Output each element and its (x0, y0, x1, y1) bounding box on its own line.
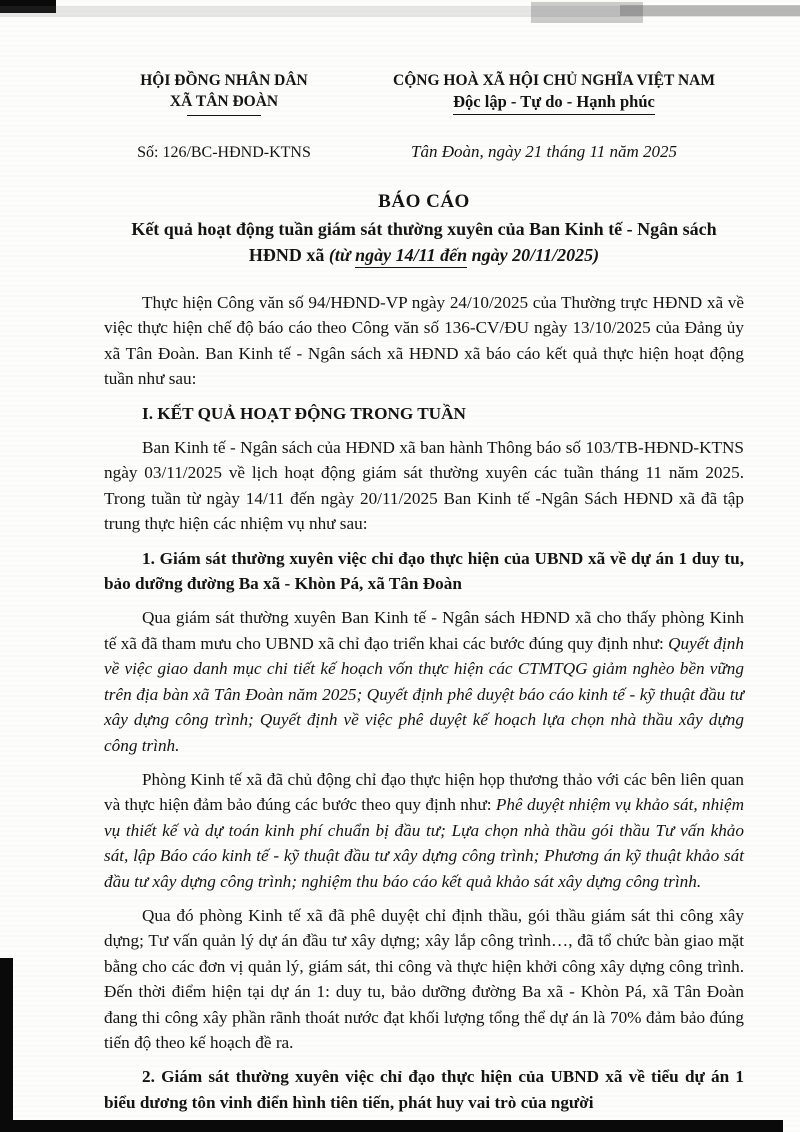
scan-artifact-left-strip (0, 958, 13, 1132)
document-header (104, 70, 744, 116)
paragraph-weekly-plan: Ban Kinh tế - Ngân sách của HĐND xã ban hành Thông báo số 103/TB-HĐND-KTNS ngày 03/11/2025 về lịch hoạt động giám sát thường xuyên các tuần tháng 11 năm 2025. Trong tuần từ ngày 14/11 đến ngày 20/11/2025 Ban Kinh tế -Ngân Sách HĐND xã đã tập trung thực hiện các nhiệm vụ như sau: (104, 438, 744, 534)
scan-artifact-bottom-strip (0, 1120, 783, 1132)
place-and-date: Tân Đoàn, ngày 21 tháng 11 năm 2025 (410, 142, 677, 161)
national-motto-line1: CỘNG HOÀ XÃ HỘI CHỦ NGHĨA VIỆT NAM (393, 72, 715, 89)
scan-artifact-top-right (620, 5, 800, 16)
document-body (104, 290, 744, 1115)
issuing-authority-line2: XÃ TÂN ĐOÀN (169, 93, 279, 110)
paragraph-negotiation-list: Phê duyệt nhiệm vụ khảo sát, nhiệm vụ thiết kế và dự toán kinh phí chuẩn bị đầu tư; Lựa chọn nhà thầu gói thầu Tư vấn khảo sát, lập Báo cáo kinh tế - kỹ thuật đầu tư xây dựng công trình; Phương án kỹ thuật khảo sát đầu tư xây dựng công trình; nghiệm thu báo cáo kết quả khảo sát xây dựng công trình. (104, 795, 744, 891)
paragraph-negotiation-lead: Phòng Kinh tế xã đã chủ động chỉ đạo thực hiện họp thương thảo với các bên liên quan và thực hiện đảm bảo đúng các bước theo quy định như: (104, 769, 744, 815)
item-1-heading: 1. Giám sát thường xuyên việc chỉ đạo thực hiện của UBND xã về dự án 1 duy tu, bảo dưỡng đường Ba xã - Khòn Pá, xã Tân Đoàn (104, 548, 744, 594)
paragraph-project1-decisions (104, 605, 744, 757)
issuing-authority-line1: HỘI ĐỒNG NHÂN DÂN (140, 72, 308, 89)
period-open: (từ (328, 245, 356, 265)
document-meta-row (104, 142, 744, 162)
period-rest: ngày 20/11/2025) (467, 245, 600, 265)
national-motto (364, 70, 744, 115)
paragraph-legal-basis: Thực hiện Công văn số 94/HĐND-VP ngày 24/10/2025 của Thường trực HĐND xã về việc thực hiện chế độ báo cáo theo Công văn số 136-CV/ĐU ngày 13/10/2025 của Đảng ủy xã Tân Đoàn. Ban Kinh tế - Ngân sách xã HĐND xã báo cáo kết quả thực hiện hoạt động tuần như sau: (104, 293, 744, 389)
period-underlined: ngày 14/11 đến (355, 245, 467, 268)
document-content (104, 70, 744, 1124)
subject-text: Kết quả hoạt động tuần giám sát thường xuyên của Ban Kinh tế - Ngân sách HĐND xã (131, 219, 717, 265)
paragraph-project1-lead: Qua giám sát thường xuyên Ban Kinh tế - Ngân sách HĐND xã cho thấy phòng Kinh tế xã đã tham mưu cho UBND xã chỉ đạo triển khai các bước đúng quy định như: (104, 608, 744, 653)
item-2-heading: 2. Giám sát thường xuyên việc chỉ đạo thực hiện của UBND xã về tiểu dự án 1 biểu dương tôn vinh điển hình tiên tiến, phát huy vai trò của người (104, 1067, 744, 1112)
issuing-authority (104, 70, 344, 116)
document-number: Số: 126/BC-HĐND-KTNS (137, 144, 311, 161)
header-underline-rule (187, 115, 261, 116)
paragraph-progress-status: Qua đó phòng Kinh tế xã đã phê duyệt chỉ định thầu, gói thầu giám sát thi công xây dựng; Tư vấn quản lý dự án đầu tư xây dựng; xây lắp công trình…, đã tổ chức bàn giao mặt bằng cho các đơn vị quản lý, giám sát, thi công và thực hiện khởi công xây dựng công trình. Đến thời điểm hiện tại dự án 1: duy tu, bảo dưỡng đường Ba xã - Khòn Pá, xã Tân Đoàn đang thi công xây phần rãnh thoát nước đạt khối lượng tổng thể dự án là 70% đảm bảo đúng tiến độ theo kế hoạch đề ra. (104, 905, 744, 1052)
paragraph-project1-decisions-list: Quyết định về việc giao danh mục chi tiết kế hoạch vốn thực hiện các CTMTQG giảm nghèo bền vững trên địa bàn xã Tân Đoàn năm 2025; Quyết định phê duyệt báo cáo kinh tế - kỹ thuật đầu tư xây dựng công trình; Quyết định về việc phê duyệt kế hoạch lựa chọn nhà thầu xây dựng công trình. (104, 633, 744, 755)
document-subject-title (104, 216, 744, 268)
title-block (104, 190, 744, 268)
paragraph-negotiation-steps (104, 767, 744, 894)
section-1-heading: I. KẾT QUẢ HOẠT ĐỘNG TRONG TUẦN (142, 403, 466, 423)
document-type-title: BÁO CÁO (378, 191, 470, 212)
national-motto-line2: Độc lập - Tự do - Hạnh phúc (453, 91, 655, 115)
